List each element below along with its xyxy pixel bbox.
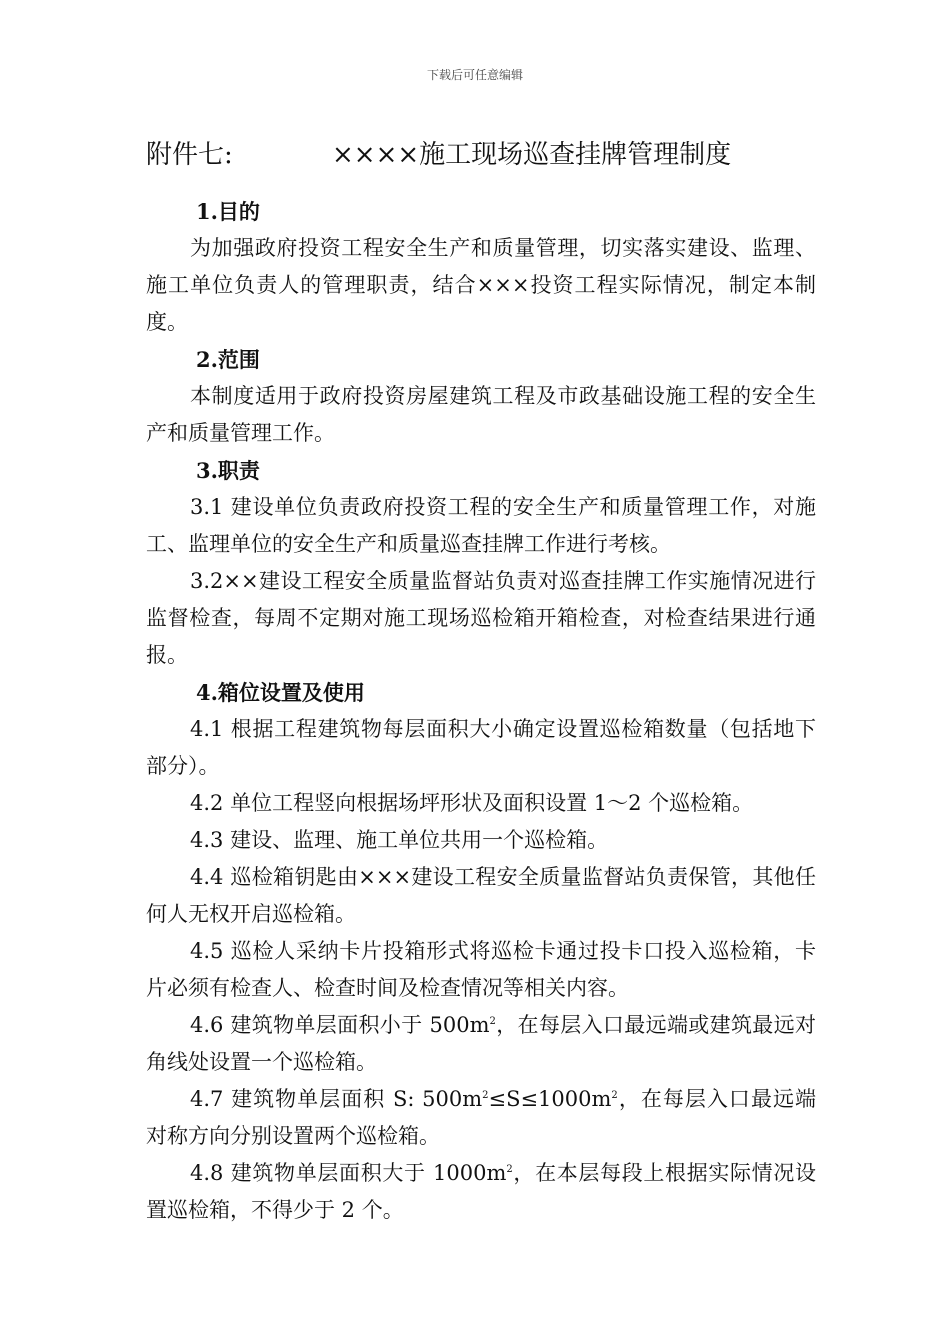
page-header: 下载后可任意编辑 (426, 68, 523, 82)
document-title: ××××施工现场巡查挂牌管理制度 (332, 140, 732, 170)
section-heading-boxes: 4.箱位设置及使用 (196, 680, 365, 705)
boxes-paragraph-6 (146, 1007, 816, 1081)
boxes-paragraph-7-part-a: 4.7 建筑物单层面积 S: 500m (190, 1087, 483, 1111)
superscript-2: 2 (489, 1016, 496, 1027)
superscript-2: 2 (611, 1090, 618, 1101)
boxes-paragraph-6-part-a: 4.6 建筑物单层面积小于 500m (190, 1013, 490, 1037)
document-body (146, 193, 816, 1229)
section-heading-purpose: 1.目的 (196, 199, 260, 224)
boxes-paragraph-7-part-c: ，在每层入口最远端对称方向分别设置两个巡检箱。 (146, 1087, 816, 1148)
boxes-paragraph-7 (146, 1081, 816, 1155)
boxes-paragraph-8 (146, 1155, 816, 1229)
section-heading-duties: 3.职责 (196, 458, 260, 483)
boxes-paragraph-8-part-b: ，在本层每段上根据实际情况设置巡检箱，不得少于 2 个。 (146, 1161, 816, 1222)
boxes-paragraph-2: 4.2 单位工程竖向根据场坪形状及面积设置 1～2 个巡检箱。 (190, 791, 754, 815)
document-title-row (146, 128, 846, 172)
superscript-2: 2 (482, 1090, 489, 1101)
superscript-2: 2 (506, 1164, 513, 1175)
boxes-paragraph-5: 4.5 巡检人采纳卡片投箱形式将巡检卡通过投卡口投入巡检箱，卡片必须有检查人、检查时间及检查情况等相关内容。 (146, 939, 816, 1000)
boxes-paragraph-7-part-b: ≤S≤1000m (488, 1087, 612, 1111)
boxes-paragraph-3: 4.3 建设、监理、施工单位共用一个巡检箱。 (190, 828, 609, 852)
attachment-label: 附件七: (146, 140, 233, 170)
section-heading-scope: 2.范围 (196, 347, 260, 372)
duties-paragraph-2: 3.2××建设工程安全质量监督站负责对巡查挂牌工作实施情况进行监督检查，每周不定期对施工现场巡检箱开箱检查，对检查结果进行通报。 (146, 569, 816, 667)
boxes-paragraph-1: 4.1 根据工程建筑物每层面积大小确定设置巡检箱数量（包括地下部分）。 (146, 717, 816, 778)
duties-paragraph-1: 3.1 建设单位负责政府投资工程的安全生产和质量管理工作，对施工、监理单位的安全生产和质量巡查挂牌工作进行考核。 (146, 495, 816, 556)
boxes-paragraph-6-part-b: ，在每层入口最远端或建筑最远对角线处设置一个巡检箱。 (146, 1013, 816, 1074)
purpose-paragraph: 为加强政府投资工程安全生产和质量管理，切实落实建设、监理、施工单位负责人的管理职责，结合×××投资工程实际情况，制定本制度。 (146, 236, 816, 334)
scope-paragraph: 本制度适用于政府投资房屋建筑工程及市政基础设施工程的安全生产和质量管理工作。 (146, 384, 816, 445)
boxes-paragraph-4: 4.4 巡检箱钥匙由×××建设工程安全质量监督站负责保管，其他任何人无权开启巡检箱。 (146, 865, 816, 926)
boxes-paragraph-8-part-a: 4.8 建筑物单层面积大于 1000m (190, 1161, 507, 1185)
